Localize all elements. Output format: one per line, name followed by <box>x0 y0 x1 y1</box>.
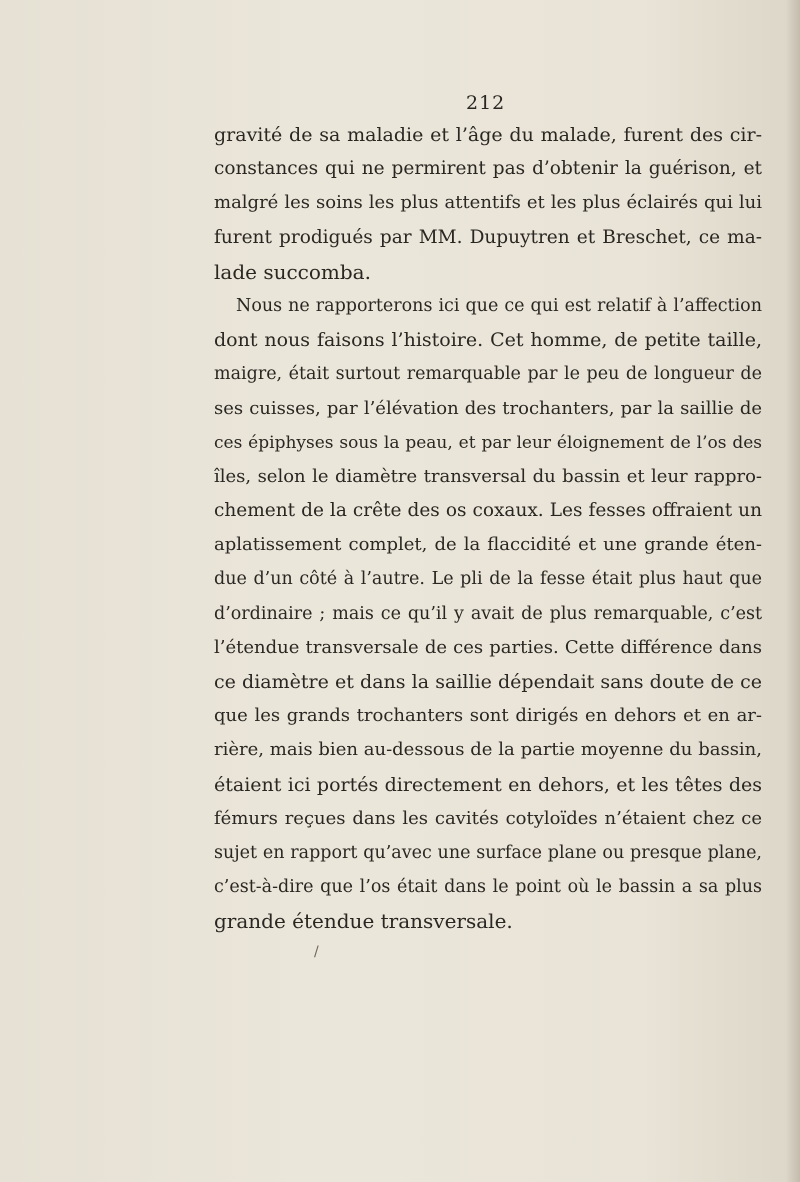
text-line: maigre, était surtout remarquable par le peu de longueur de <box>214 364 762 385</box>
text-line: dont nous faisons l’histoire. Cet homme, de petite taille, <box>214 329 762 352</box>
text-line: Nous ne rapporterons ici que ce qui est relatif à l’affection <box>236 295 762 316</box>
text-line: ces épiphyses sous la peau, et par leur éloignement de l’os des <box>214 432 762 453</box>
text-line: ce diamètre et dans la saillie dépendait sans doute de ce <box>214 671 762 693</box>
body-text <box>214 118 762 939</box>
text-line: que les grands trochanters sont dirigés en dehors et en ar- <box>214 705 762 727</box>
text-line: malgré les soins les plus attentifs et les plus éclairés qui lui <box>214 192 762 214</box>
text-line: lade succomba. <box>214 259 371 284</box>
text-line: chement de la crête des os coxaux. Les fesses offraient un <box>214 500 762 522</box>
text-line: constances qui ne permirent pas d’obtenir la guérison, et <box>214 158 762 180</box>
text-line: sujet en rapport qu’avec une surface plane ou presque plane, <box>214 842 762 863</box>
text-line: d’ordinaire ; mais ce qu’il y avait de plus remarquable, c’est <box>214 603 762 624</box>
text-line: l’étendue transversale de ces parties. Cette différence dans <box>214 636 762 658</box>
text-line: due d’un côté à l’autre. Le pli de la fesse était plus haut que <box>214 569 762 590</box>
page-number: 212 <box>466 92 506 114</box>
text-line: rière, mais bien au-dessous de la partie moyenne du bassin, <box>214 739 762 761</box>
text-line: c’est-à-dire que l’os était dans le point où le bassin a sa plus <box>214 877 762 898</box>
text-line: grande étendue transversale. <box>214 909 513 934</box>
stray-mark: / <box>314 944 319 960</box>
text-line: îles, selon le diamètre transversal du bassin et leur rappro- <box>214 465 762 487</box>
text-line: ses cuisses, par l’élévation des trochanters, par la saillie de <box>214 397 762 419</box>
text-line: aplatissement complet, de la flaccidité et une grande éten- <box>214 534 762 556</box>
text-line: furent prodigués par MM. Dupuytren et Breschet, ce ma- <box>214 226 762 248</box>
text-line: fémurs reçues dans les cavités cotyloïdes n’étaient chez ce <box>214 807 762 829</box>
page-edge-shadow <box>786 0 800 1182</box>
text-line: gravité de sa maladie et l’âge du malade, furent des cir- <box>214 124 762 146</box>
text-line: étaient ici portés directement en dehors, et les têtes des <box>214 773 762 796</box>
